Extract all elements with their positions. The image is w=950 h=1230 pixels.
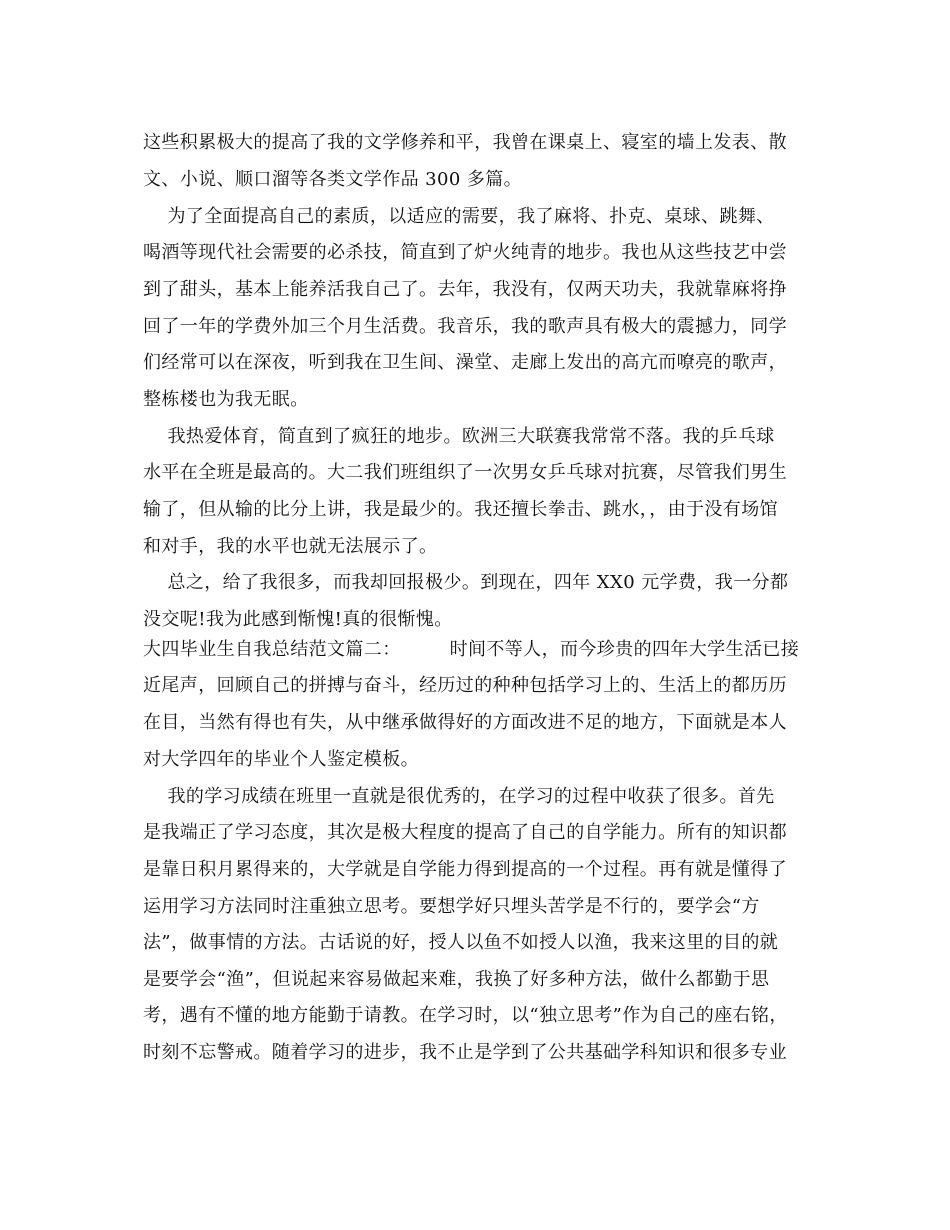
text-line: 整栋楼也为我无眠。 — [143, 389, 309, 410]
text-line: 时刻不忘警戒。随着学习的进步，我不止是学到了公共基础学科知识和很多专业 — [143, 1042, 787, 1063]
text-line: 这些积累极大的提高了我的文学修养和平，我曾在课桌上、寝室的墙上发表、散 — [143, 132, 787, 153]
text-line: 输了，但从输的比分上讲，我是最少的。我还擅长拳击、跳水，，由于没有场馆 — [143, 499, 778, 520]
text-line: 和对手，我的水平也就无法展示了。 — [143, 536, 438, 557]
text-line: 大四毕业生自我总结范文篇二： 时间不等人，而今珍贵的四年大学生活已接 — [143, 639, 800, 660]
text-line: 总之，给了我很多，而我却回报极少。到现在，四年 XX0 元学费，我一分都 — [143, 572, 789, 593]
text-line: 回了一年的学费外加三个月生活费。我音乐，我的歌声具有极大的震撼力，同学 — [143, 316, 787, 337]
text-line: 运用学习方法同时注重独立思考。要想学好只埋头苦学是不行的，要学会“方 — [143, 896, 760, 917]
text-line: 文、小说、顺口溜等各类文学作品 300 多篇。 — [143, 169, 522, 190]
text-line: 是靠日积月累得来的，大学就是自学能力得到提高的一个过程。再有就是懂得了 — [143, 859, 787, 880]
text-line: 近尾声，回顾自己的拼搏与奋斗，经历过的种种包括学习上的、生活上的都历历 — [143, 675, 787, 696]
text-line: 我的学习成绩在班里一直就是很优秀的，在学习的过程中收获了很多。首先 — [143, 786, 775, 807]
text-line: 是我端正了学习态度，其次是极大程度的提高了自己的自学能力。所有的知识都 — [143, 822, 787, 843]
text-line: 们经常可以在深夜，听到我在卫生间、澡堂、走廊上发出的高亢而嘹亮的歌声， — [143, 352, 787, 373]
text-line: 喝酒等现代社会需要的必杀技，简直到了炉火纯青的地步。我也从这些技艺中尝 — [143, 242, 787, 263]
text-line: 在目，当然有得也有失，从中继承做得好的方面改进不足的地方，下面就是本人 — [143, 712, 787, 733]
text-line: 法”，做事情的方法。古话说的好，授人以鱼不如授人以渔，我来这里的目的就 — [143, 932, 779, 953]
text-line: 为了全面提高自己的素质，以适应的需要，我了麻将、扑克、桌球、跳舞、 — [143, 206, 775, 227]
text-line: 是要学会“渔”，但说起来容易做起来难，我换了好多种方法，做什么都勤于思 — [143, 969, 770, 990]
text-line: 到了甜头，基本上能养活我自己了。去年，我没有，仅两天功夫，我就靠麻将挣 — [143, 279, 787, 300]
text-line: 我热爱体育，简直到了疯狂的地步。欧洲三大联赛我常常不落。我的乒乓球 — [143, 426, 775, 447]
text-line: 考，遇有不懂的地方能勤于请教。在学习时，以“独立思考”作为自己的座右铭， — [143, 1005, 788, 1026]
text-line: 对大学四年的毕业个人鉴定模板。 — [143, 749, 419, 770]
text-line: 没交呢!我为此感到惭愧!真的很惭愧。 — [143, 609, 453, 630]
text-line: 水平在全班是最高的。大二我们班组织了一次男女乒乓球对抗赛，尽管我们男生 — [143, 462, 787, 483]
